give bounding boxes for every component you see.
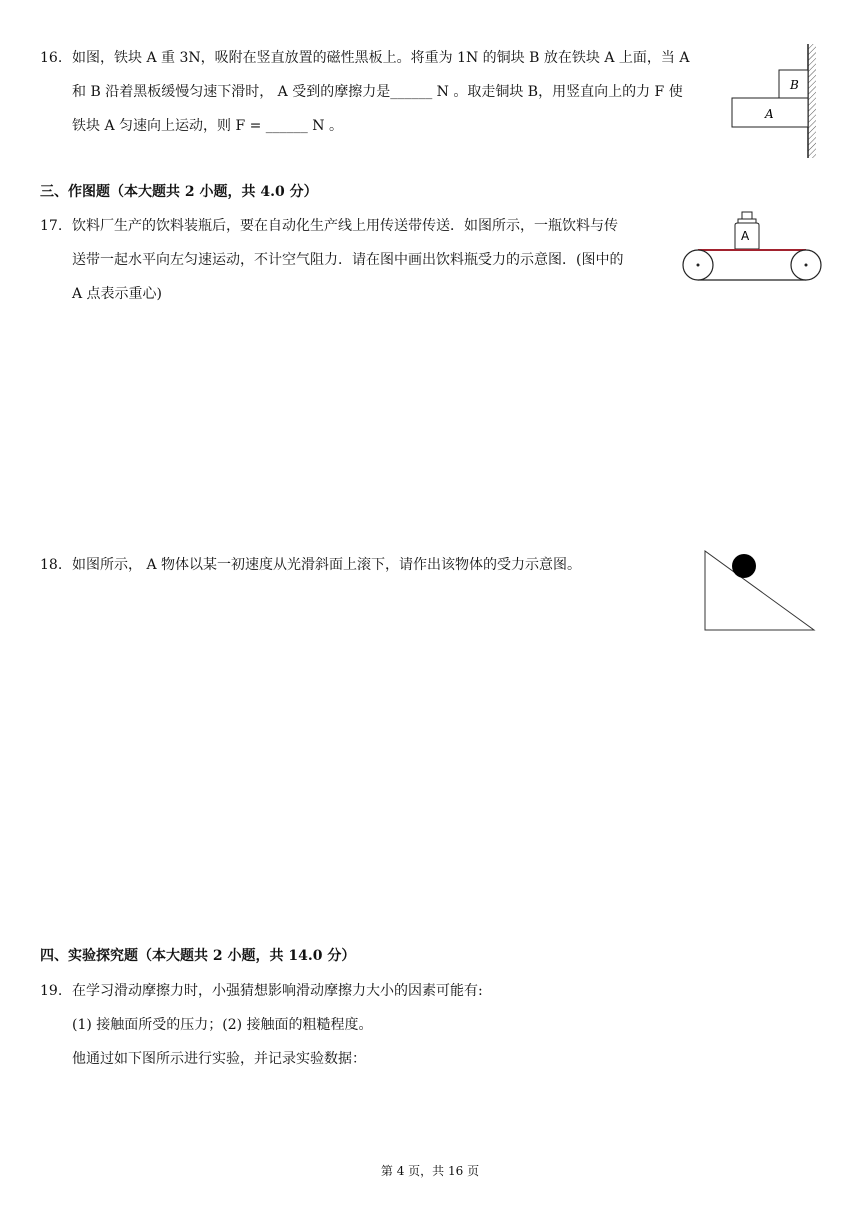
question-17-line-2: 送带一起水平向左匀速运动，不计空气阻力．请在图中画出饮料瓶受力的示意图．(图中的 — [72, 252, 624, 268]
question-17-line-1: 饮料厂生产的饮料装瓶后，要在自动化生产线上用传送带传送．如图所示，一瓶饮料与传 — [72, 218, 618, 234]
figure-conveyor-belt — [684, 208, 824, 283]
question-18-number: 18. — [40, 557, 63, 573]
question-16-line-3: 铁块 A 匀速向上运动，则 F = ______ N 。 — [72, 118, 343, 134]
question-19-line-1: 在学习滑动摩擦力时，小强猜想影响滑动摩擦力大小的因素可能有: — [72, 983, 483, 999]
figure-ball-on-incline — [702, 548, 817, 633]
question-19-line-3: 他通过如下图所示进行实验，并记录实验数据： — [72, 1051, 366, 1067]
question-16-line-2: 和 B 沿着黑板缓慢匀速下滑时， A 受到的摩擦力是______ N 。取走铜块 B，用竖直向上的力 F 使 — [72, 84, 683, 100]
block-a-label: A — [765, 107, 774, 121]
question-17-number: 17. — [40, 218, 63, 234]
section-3-heading: 三、作图题（本大题共 2 小题，共 4.0 分） — [40, 184, 318, 200]
section-4-heading: 四、实验探究题（本大题共 2 小题，共 14.0 分） — [40, 948, 356, 964]
bottle-center-label: A — [741, 229, 750, 243]
question-16-number: 16. — [40, 50, 63, 66]
ball-a — [732, 554, 756, 578]
figure-blocks-on-blackboard — [730, 42, 820, 162]
page-footer: 第 4 页，共 16 页 — [380, 1164, 480, 1178]
question-19-line-2: (1) 接触面所受的压力；(2) 接触面的粗糙程度。 — [72, 1017, 373, 1033]
block-b-label: B — [790, 78, 799, 92]
question-19-number: 19. — [40, 983, 63, 999]
question-17-line-3: A 点表示重心) — [72, 286, 163, 302]
question-16-line-1: 如图，铁块 A 重 3N，吸附在竖直放置的磁性黑板上。将重为 1N 的铜块 B 放在铁块 A 上面，当 A — [72, 50, 690, 66]
question-18-line-1: 如图所示， A 物体以某一初速度从光滑斜面上滚下，请作出该物体的受力示意图。 — [72, 557, 582, 573]
